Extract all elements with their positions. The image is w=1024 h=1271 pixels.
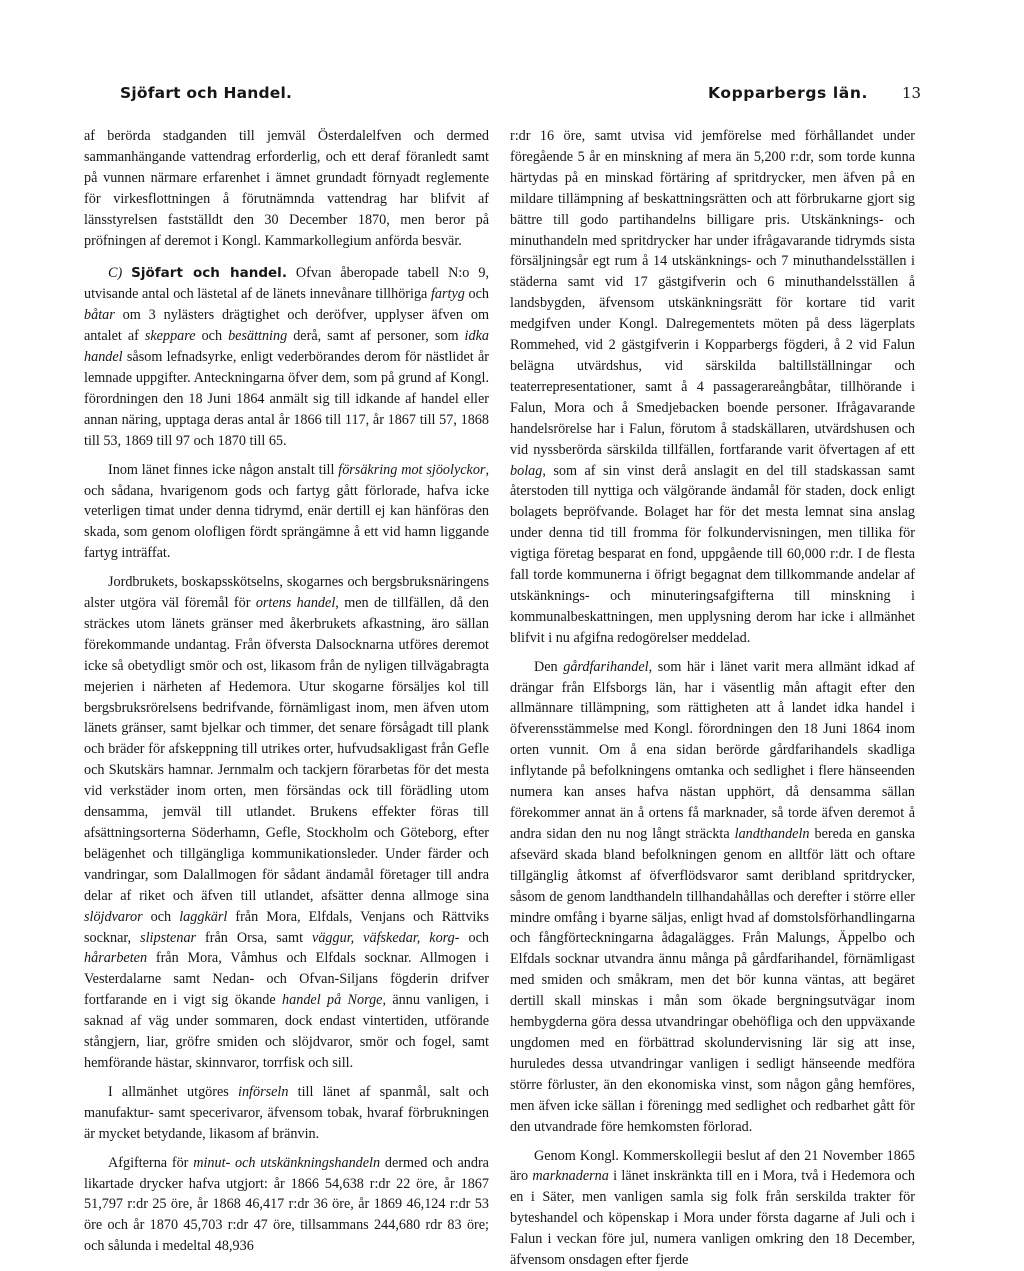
page-number: 13 — [902, 84, 922, 102]
paragraph: Genom Kongl. Kommerskollegii beslut af den 21 November 1865 äro marknaderna i länet inskränkta till en i Mora, två i Hedemora och en i Säter, men vanligen samla sig folk från serskilda trakter för byteshandel och köpenskap i Mora under första dagarne af Juli och i Falun i veckan före jul, numera vanligen omkring den 18 December, äfvensom onsdagen efter fjerde — [510, 1147, 915, 1269]
paragraph: Inom länet finnes icke någon anstalt till försäkring mot sjöolyckor, och sådana, hvarigenom gods och fartyg gått förlorade, hafva icke veterligen timat under denna tidrymd, enär dertill ej kan hänföras den skada, som genom olofligen fördt sprängämne å ett vid hamn liggande fartyg inträffat. — [84, 461, 489, 562]
section-heading: Sjöfart och handel. — [131, 265, 287, 282]
running-head-right: Kopparbergs län. — [708, 84, 868, 102]
paragraph: I allmänhet utgöres införseln till länet af spanmål, salt och manufaktur- samt specerivaror, äfvensom tobak, hvaraf förbrukningen är mycket betydande, likasom af bränvin. — [84, 1083, 489, 1142]
paragraph-sjofart-och-handel: C) Sjöfart och handel. Ofvan åberopade tabell N:o 9, utvisande antal och lästetal af de länets innevånare tillhöriga fartyg och båtar om 3 nylästers drägtighet och deröfver, upplyser äfven om antalet af skeppare och besättning derå, samt af personer, som idka handel såsom lefnadsyrke, enligt vederbörandes derom för nästlidet år lemnade uppgifter. Anteckningarna öfver dem, som på grund af Kongl. förordningen den 18 Juni 1864 anmält sig till idkande af handel eller annan näring, upptaga deras antal år 1866 till 117, år 1867 till 57, 1868 till 53, 1869 till 97 och 1870 till 65. — [84, 265, 490, 449]
paragraph: Den gårdfarihandel, som här i länet varit mera allmänt idkad af drängar från Elfsborgs län, har i väsentlig mån aftagit efter den allmännare tillämpning, som rättigheten att å landet idka handel i öfverensstämmelse med Kongl. förordningen den 18 Juni 1864 inom orten vunnit. Om å ena sidan berörde gårdfarihandels skadliga inflytande på befolkningens omtanka och sedlighet i flere hänseenden numera kan anses hafva nästan upphört, då densamma sällan förekommer annat än å ortens få marknader, så torde äfven deremot å andra sidan den nu nog långt sträckta landthandeln bereda en ganska afsevärd skada bland befolkningen genom en alltför lätt och oftare tillgänglig åtkomst af öfverflödsvaror samt deribland spritdrycker, såsom de genom landthandeln tillhandahållas och derefter i större eller mindre omfång i byarne säljas, enligt hvad af domstolsförhandlingarna och fångförteckningarna ådagalägges. Från Malungs, Äppelbo och Elfdals socknar utvandra ännu många på gårdfarihandel, förnämligast med smiden och småkram, men det bör kunna väntas, att begäret dertill skall minskas i mån som ökade bergningsutvägar inom hembygderna göra dessa utvandringar obehöfliga och den uppväxande ungdomen med en förbättrad skolundervisning lär sig att inse, huruledes dessa utvandringar vanligen i sedligt hänseende medföra större förluster, än den ekonomiska vinst, som någon gång hemföres, men äfven icke sällan i föreningg med sedlighet och redbarhet gått för den utvandrade före hemkomsten förlorad. — [510, 658, 915, 1135]
left-column — [84, 126, 489, 1257]
running-header — [0, 84, 1024, 108]
right-column — [510, 126, 915, 1271]
paragraph: af berörda stadganden till jemväl Österdalelfven och dermed sammanhängande vattendrag erforderlig, och ett deraf föranledt samt på vunnen närmare erfarenhet i ämnet grundadt förnyadt reglemente för virkesflottningen å förutnämnda vattendrag har blifvit af länsstyrelsen fastställdt den 30 December 1870, men beror på pröfningen af deremot i Kongl. Kammarkollegium anförda besvär. — [84, 128, 489, 249]
paragraph: Jordbrukets, boskapsskötselns, skogarnes och bergsbruksnäringens alster utgöra väl föremål för ortens handel, men de tillfällen, då den sträckes utom länets gränser med åkerbrukets afkastning, äro sällan förekommande undantag. Från öfversta Dalsocknarna utföres deremot icke så obetydligt smör och ost, likasom från de nyligen tillvägabragta mejerien i närheten af Hedemora. Utur skogarne försäljes kol till bergsbruksrörelsens bedrifvande, förnämligast inom, men äfven utom länets gränser, samt bjelkar och timmer, det senare försågadt till plank och bräder för afskeppning till utrikes orter, hufvudsakligast från Gefle och Skutskärs hamnar. Jernmalm och tackjern förarbetas för det mesta vid verkstäder inom orten, men försändas ock till förädling utom densamma, jemväl till utlandet. Brukens effekter föras till afsättningsorterna Söderhamn, Gefle, Stockholm och Göteborg, efter belägenhet och tillgängliga kommunikationsleder. Under färder och vandringar, som Dalallmogen för sådant ändamål företager till andra delar af riket och äfven till utlandet, afsätter denna allmoge sina slöjdvaror och laggkärl från Mora, Elfdals, Venjans och Rättviks socknar, slipstenar från Orsa, samt väggur, väfskedar, korg- och hårarbeten från Mora, Våmhus och Elfdals socknar. Allmogen i Vesterdalarne samt Nedan- och Ofvan-Siljans fögderin drifver fortfarande en i vigt sig ökande handel på Norge, ännu vanligen, i saknad af väg under sommaren, dock endast vintertiden, utförande stångjern, liar, gröfre smiden och slöjdvaror, smör och fogel, samt hemförande hästar, skinnvaror, torrfisk och sill. — [84, 574, 489, 1071]
paragraph: r:dr 16 öre, samt utvisa vid jemförelse med förhållandet under föregående 5 år en minskning af mera än 5,200 r:dr, som torde kunna härtydas på en minskad förtäring af spritdrycker, men äfven på en mildare tillämpning af beskattningsrätten och att förbrukarne gjort sig bättre till godo partihandelns billigare pris. Utskänknings- och minuthandeln med spritdrycker har under ifrågavarande tidrymds sista försäljningsår egt rum å 14 utskänknings- och 7 minuthandelsställen i städerna samt vid 17 gästgifverin och 6 minuthandelsställen å landsbygden, äfvensom utskänkningsrätt för kortare tid varit medgifven under Kongl. Dalregementets möten på dess lägerplats Rommehed, vid 2 gästgifverin i Kopparbergs fögderi, å 2 vid Falun belägna utvärdshus, vid särskilda baltillställningar och teaterrepresentationer, samt å 4 passagerareångbåtar, tillhörande i Falun, Mora och å Smedjebacken boende personer. Ifrågavarande handelsrörelse har i Falun, förutom å stadskällaren, utvärdshusen och vid nyssberörda särskilda tillfällen, fortfarande varit öfvertagen af ett bolag, som af sin vinst derå anslagit en del till stadskassan samt återstoden till nyttiga och välgörande ändamål för staden, dock enligt bolagets bepröfvande. Bolaget har för det mesta lemnat sina anslag under denna tid till fromma för folkundervisningen, men tillika för vigtiga företag besparat en fond, uppgående till 60,000 r:dr. I de flesta fall torde kommunerna i öfrigt begagnat dem tillkommande andelar af utskänknings- och minuteringsafgifterna till minskning i kommunalbeskattningen, men upplysning derom har icke i allmänhet blifvit i nu afgifna redogörelser meddelad. — [510, 128, 915, 646]
running-head-left: Sjöfart och Handel. — [120, 84, 293, 102]
paragraph: Afgifterna för minut- och utskänkningshandeln dermed och andra likartade drycker hafva utgjort: år 1866 54,638 r:dr 22 öre, år 1867 51,797 r:dr 25 öre, år 1868 46,417 r:dr 36 öre, år 1869 46,124 r:dr 53 öre och år 1870 45,703 r:dr 47 öre, tillsammans 244,680 rdr 83 öre; och sålunda i medeltal 48,936 — [84, 1154, 489, 1255]
section-letter: C) — [108, 265, 123, 282]
